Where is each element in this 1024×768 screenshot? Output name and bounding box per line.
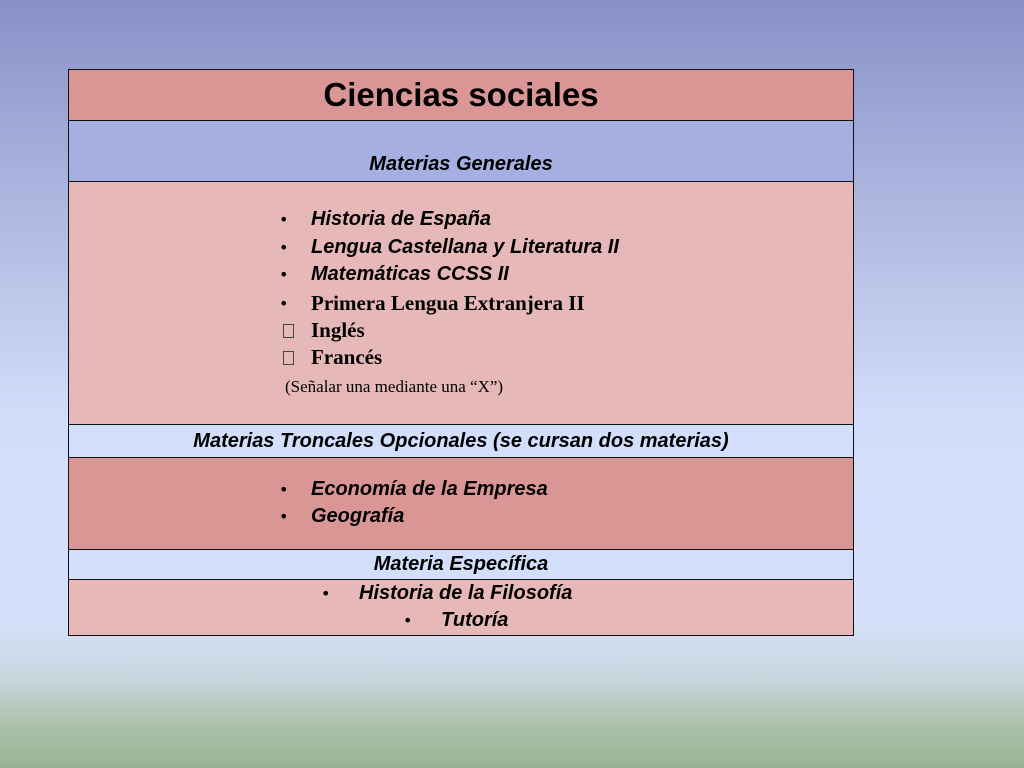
especifica-list-row xyxy=(69,580,853,635)
bullet-icon: • xyxy=(321,584,331,603)
list-item xyxy=(279,478,548,501)
option-item[interactable] xyxy=(279,345,382,370)
list-item-label: Historia de España xyxy=(311,208,492,230)
checkbox-icon[interactable] xyxy=(283,324,294,338)
list-item xyxy=(279,263,509,286)
option-label: Francés xyxy=(311,345,383,369)
especifica-heading: Materia Específica xyxy=(373,553,549,575)
list-item xyxy=(279,505,404,528)
list-item xyxy=(403,609,508,632)
page-title: Ciencias sociales xyxy=(323,76,599,113)
bullet-icon: • xyxy=(403,611,413,630)
list-item-label: Lengua Castellana y Literatura II xyxy=(311,236,619,258)
bullet-icon: • xyxy=(279,294,289,313)
list-item-label: Matemáticas CCSS II xyxy=(311,263,509,285)
troncales-list-row xyxy=(69,458,853,550)
generales-header-row xyxy=(69,121,853,182)
list-item-label: Economía de la Empresa xyxy=(311,478,548,500)
option-item[interactable] xyxy=(279,318,365,343)
bullet-icon: • xyxy=(279,265,289,284)
subjects-table xyxy=(68,69,854,636)
list-item-label: Tutoría xyxy=(441,609,509,631)
troncales-header-row xyxy=(69,425,853,458)
bullet-icon: • xyxy=(279,480,289,499)
bullet-icon: • xyxy=(279,507,289,526)
option-label: Inglés xyxy=(311,318,365,342)
checkbox-icon[interactable] xyxy=(283,351,294,365)
title-row xyxy=(69,70,853,121)
list-item xyxy=(279,291,585,316)
troncales-heading: Materias Troncales Opcionales (se cursan dos materias) xyxy=(193,429,729,452)
bullet-icon: • xyxy=(279,238,289,257)
list-item-label: Primera Lengua Extranjera II xyxy=(311,291,585,315)
list-item-label: Historia de la Filosofía xyxy=(359,582,573,604)
bullet-icon: • xyxy=(279,210,289,229)
especifica-header-row xyxy=(69,550,853,580)
list-item xyxy=(279,208,491,231)
selection-note: (Señalar una mediante una “X”) xyxy=(285,377,504,396)
list-item xyxy=(279,236,619,259)
list-item-label: Geografía xyxy=(311,505,405,527)
generales-heading: Materias Generales xyxy=(369,153,553,175)
list-item xyxy=(321,582,572,605)
generales-list-row xyxy=(69,182,853,425)
